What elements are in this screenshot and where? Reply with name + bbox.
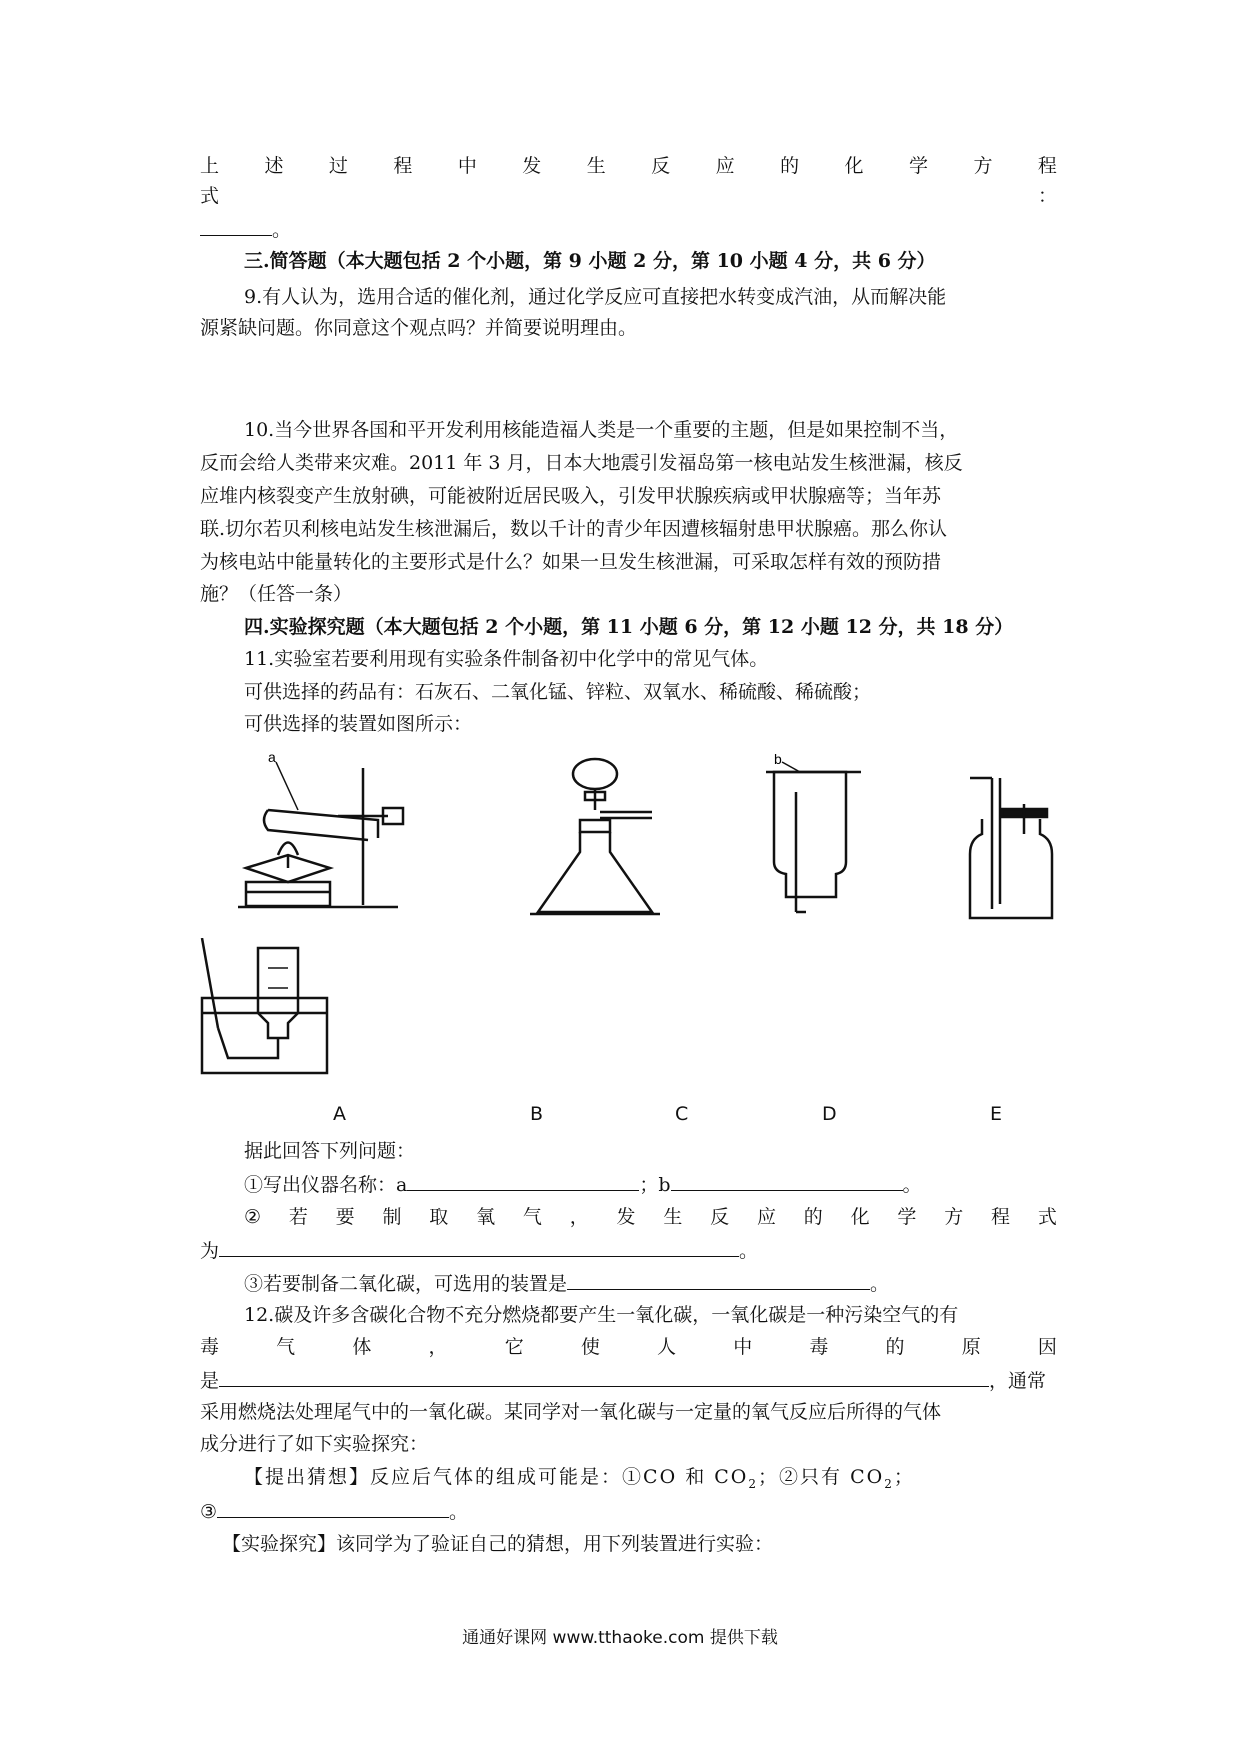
answer-intro: 据此回答下列问题： <box>244 1140 416 1162</box>
q11-2-char: 氧 <box>476 1206 496 1228</box>
q12-line-2-char: 毒 <box>200 1336 220 1358</box>
intro-line-1-char: 述 <box>264 155 284 177</box>
q10-line-2: 反而会给人类带来灾难。2011 年 3 月，日本大地震引发福岛第一核电站发生核泄漏，核反 <box>200 452 963 474</box>
q12-line-2-char: 的 <box>885 1336 905 1358</box>
hypothesis-co2b-sub: 2 <box>884 1476 894 1491</box>
apparatus-label-a: A <box>333 1103 346 1125</box>
q12-line-2-char: 体 <box>352 1336 372 1358</box>
q11-2-char: 学 <box>897 1206 917 1228</box>
q11-2-char: 生 <box>663 1206 683 1228</box>
intro-line-1-char: 的 <box>780 155 800 177</box>
q12-line-4: 采用燃烧法处理尾气中的一氧化碳。某同学对一氧化碳与一定量的氧气反应后所得的气体 <box>200 1401 942 1423</box>
intro-line-1 <box>200 151 1057 181</box>
q12-line-2-char: 毒 <box>809 1336 829 1358</box>
hypothesis-co: CO <box>643 1466 678 1488</box>
apparatus-label-c: C <box>675 1103 689 1125</box>
intro-line-1-char: 上 <box>200 155 220 177</box>
q11-2-char: 方 <box>944 1206 964 1228</box>
q12-line-2-char: 它 <box>504 1336 524 1358</box>
hypothesis-3-blank[interactable] <box>217 1495 449 1518</box>
q11-1-prefix: ①写出仪器名称：a <box>244 1174 408 1196</box>
hypothesis-only: ；②只有 <box>758 1466 843 1488</box>
q11-2-char: ， <box>569 1206 589 1228</box>
q11-2-char: 反 <box>710 1206 730 1228</box>
intro-line-1-char: 反 <box>651 155 671 177</box>
hypothesis-3-end: 。 <box>449 1501 469 1523</box>
q12-line-2-char: 中 <box>733 1336 753 1358</box>
intro-line-1-char: 程 <box>393 155 413 177</box>
equation-blank[interactable] <box>200 213 272 236</box>
hypothesis-label: 【提出猜想】 <box>244 1466 371 1488</box>
blank-b[interactable] <box>671 1168 903 1191</box>
q10-line-5: 为核电站中能量转化的主要形式是什么？如果一旦发生核泄漏，可采取怎样有效的预防措 <box>200 551 942 573</box>
apparatus-b-figure <box>530 752 670 922</box>
q11-2-end: 。 <box>739 1240 759 1262</box>
footer: 通通好课网 www.tthaoke.com 提供下载 <box>462 1628 778 1648</box>
q12-line-2-char: ， <box>428 1336 448 1358</box>
apparatus-d-figure <box>962 774 1062 924</box>
intro-line-3 <box>200 213 1057 245</box>
apparatus-label-e: E <box>990 1103 1003 1125</box>
q11-2-char: 式 <box>1037 1206 1057 1228</box>
q11-2-char: 气 <box>522 1206 542 1228</box>
apparatus-c-figure <box>766 752 866 922</box>
q11-2-char: 应 <box>756 1206 776 1228</box>
co2-apparatus-blank[interactable] <box>567 1267 870 1290</box>
q11-1-end: 。 <box>902 1174 922 1196</box>
intro-line-1-char: 应 <box>715 155 735 177</box>
q11-1-mid: ；b <box>639 1174 671 1196</box>
apparatus-label-b: B <box>530 1103 544 1125</box>
q12-line-2-char: 使 <box>580 1336 600 1358</box>
q11-line-3: 可供选择的装置如图所示： <box>244 713 473 735</box>
q12-line-2 <box>200 1332 1057 1362</box>
hypothesis-co2b: CO <box>850 1466 885 1488</box>
intro-line-1-char: 发 <box>522 155 542 177</box>
intro-line-1-char: 生 <box>586 155 606 177</box>
q11-2-char: 化 <box>850 1206 870 1228</box>
label-a: a <box>268 750 276 765</box>
intro-line-1-char: 程 <box>1037 155 1057 177</box>
intro-line-1-char: 化 <box>844 155 864 177</box>
oxygen-equation-blank[interactable] <box>219 1234 739 1257</box>
q11-line-1: 11.实验室若要利用现有实验条件制备初中化学中的常见气体。 <box>244 648 769 670</box>
q11-3-prefix: ③若要制备二氧化碳，可选用的装置是 <box>244 1273 568 1295</box>
apparatus-e-figure <box>198 938 338 1078</box>
q11-2-char: ② <box>244 1206 262 1228</box>
q11-1 <box>244 1168 1101 1200</box>
q12-line-2-char: 气 <box>276 1336 296 1358</box>
intro-line-1-char: 方 <box>973 155 993 177</box>
hypothesis-end: ； <box>893 1466 915 1488</box>
q9-line-2: 源紧缺问题。你同意这个观点吗？并简要说明理由。 <box>200 317 638 339</box>
q10-line-6: 施？（任答一条） <box>200 583 353 605</box>
hypothesis-co2: CO <box>714 1466 749 1488</box>
intro-line-1-char: 学 <box>908 155 928 177</box>
q11-2-char: 程 <box>991 1206 1011 1228</box>
q10-line-1: 10.当今世界各国和平开发利用核能造福人类是一个重要的主题，但是如果控制不当， <box>244 419 959 441</box>
section4-heading: 四.实验探究题（本大题包括 2 个小题，第 11 小题 6 分，第 12 小题 12 分，共 18 分） <box>244 616 1014 638</box>
q11-3-end: 。 <box>870 1273 890 1295</box>
q11-3 <box>244 1267 1101 1299</box>
explore-line: 【实验探究】该同学为了验证自己的猜想，用下列装置进行实验： <box>222 1533 774 1555</box>
hypothesis-text: 反应后气体的组成可能是：① <box>370 1466 644 1488</box>
q11-2-char: 要 <box>335 1206 355 1228</box>
intro-line-2-left: 式 <box>200 185 220 207</box>
intro-line-2-right: ： <box>1037 185 1057 207</box>
q11-line-2: 可供选择的药品有：石灰石、二氧化锰、锌粒、双氧水、稀硫酸、稀硫酸； <box>244 681 872 703</box>
q11-2-line-2 <box>200 1234 1057 1266</box>
poison-reason-blank[interactable] <box>219 1364 989 1387</box>
label-b: b <box>774 752 782 767</box>
intro-line-1-char: 中 <box>457 155 477 177</box>
hypothesis-3 <box>200 1495 1057 1527</box>
hypothesis-and: 和 <box>685 1466 707 1488</box>
q11-2-char: 制 <box>382 1206 402 1228</box>
intro-line-2 <box>200 181 1057 211</box>
q11-2-char: 的 <box>803 1206 823 1228</box>
q12-line-3-prefix: 是 <box>200 1370 220 1392</box>
q11-2-char: 发 <box>616 1206 636 1228</box>
q12-line-2-char: 人 <box>657 1336 677 1358</box>
q12-line-2-char: 因 <box>1037 1336 1057 1358</box>
intro-end: 。 <box>272 219 292 241</box>
q11-2-line-1 <box>244 1202 1057 1232</box>
apparatus-a-figure <box>238 750 438 920</box>
q12-line-3-end: ，通常 <box>989 1370 1047 1392</box>
q12-line-2-char: 原 <box>961 1336 981 1358</box>
q11-2-char: 取 <box>429 1206 449 1228</box>
q11-2-char: 若 <box>288 1206 308 1228</box>
q12-line-5: 成分进行了如下实验探究： <box>200 1433 429 1455</box>
blank-a[interactable] <box>407 1168 639 1191</box>
q10-line-4: 联.切尔若贝利核电站发生核泄漏后，数以千计的青少年因遭核辐射患甲状腺癌。那么你认 <box>200 518 948 540</box>
q12-line-3 <box>200 1364 1057 1396</box>
hypothesis-3-prefix: ③ <box>200 1501 218 1523</box>
apparatus-label-d: D <box>822 1103 837 1125</box>
hypothesis-co2-sub: 2 <box>748 1476 759 1491</box>
section3-heading: 三.简答题（本大题包括 2 个小题，第 9 小题 2 分，第 10 小题 4 分，共 6 分） <box>244 250 936 272</box>
q10-line-3: 应堆内核裂变产生放射碘，可能被附近居民吸入，引发甲状腺疾病或甲状腺癌等；当年苏 <box>200 485 942 507</box>
intro-line-1-char: 过 <box>328 155 348 177</box>
q9-line-1: 9.有人认为，选用合适的催化剂，通过化学反应可直接把水转变成汽油，从而解决能 <box>244 286 947 308</box>
q12-line-1: 12.碳及许多含碳化合物不充分燃烧都要产生一氧化碳，一氧化碳是一种污染空气的有 <box>244 1304 959 1326</box>
q11-2-prefix: 为 <box>200 1240 220 1262</box>
hypothesis-line <box>244 1462 1057 1499</box>
